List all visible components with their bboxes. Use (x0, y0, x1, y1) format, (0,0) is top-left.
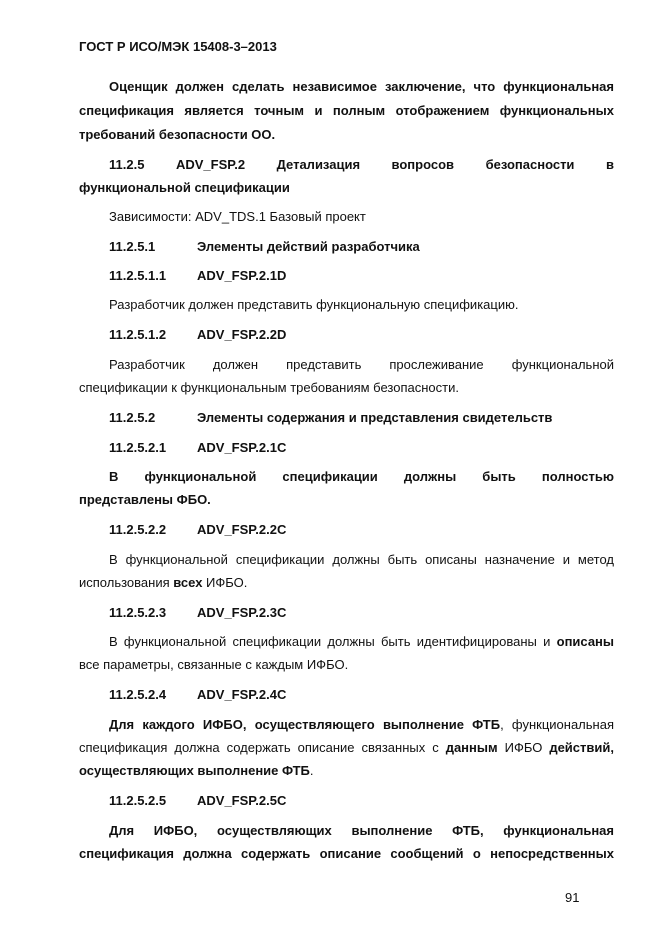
text-run-bold: осуществляющих выполнение ФТБ (79, 763, 310, 778)
word: Разработчик (109, 357, 185, 372)
element-id: ADV_FSP.2.5C (197, 793, 287, 808)
text-run: В функциональной спецификации должны быть идентифицированы и (109, 634, 557, 649)
element-text-line-2: представлены ФБО. (79, 492, 211, 507)
element-text-line-2 (79, 575, 614, 591)
heading-word: в (605, 157, 614, 172)
word: полностью (541, 469, 614, 484)
word: должен (212, 357, 259, 372)
text-run: спецификация должна содержать описание связанных с (79, 740, 446, 755)
heading-word: Детализация (276, 157, 361, 172)
text-run-bold: Для каждого ИФБО, осуществляющего выполнение ФТБ (109, 717, 501, 732)
element-heading (109, 522, 614, 538)
subsection-title: Элементы действий разработчика (197, 239, 420, 254)
word: прослеживание (389, 357, 484, 372)
element-number: 11.2.5.2.5 (109, 793, 167, 808)
element-text-line-1 (109, 823, 614, 839)
element-text-line-1 (109, 634, 614, 650)
element-id: ADV_FSP.2.2D (197, 327, 287, 342)
element-heading (109, 440, 614, 456)
word: быть (482, 469, 516, 484)
element-number: 11.2.5.2.4 (109, 687, 167, 702)
heading-word: вопросов (391, 157, 455, 172)
text-run-bold: описаны (556, 634, 614, 649)
text-run: . (309, 763, 314, 778)
word: ФТБ, (452, 823, 484, 838)
word: должны (403, 469, 457, 484)
word: В (109, 469, 119, 484)
element-id: ADV_FSP.2.2C (197, 522, 287, 537)
word: функциональной (144, 469, 257, 484)
word: представить (286, 357, 362, 372)
text-run: использования (79, 575, 174, 590)
element-text-line-3 (79, 763, 614, 779)
element-text-line-1: В функциональной спецификации должны быть описаны назначение и метод (109, 552, 614, 567)
page-number: 91 (565, 890, 580, 905)
text-run-bold: данным (445, 740, 498, 755)
element-heading (109, 687, 614, 703)
intro-line-3: требований безопасности ОО. (79, 127, 276, 142)
text-run: ИФБО (497, 740, 550, 755)
element-id: ADV_FSP.2.3C (197, 605, 287, 620)
element-text-line-2: спецификация должна содержать описание сообщений о непосредственных (79, 846, 614, 861)
section-11-2-5-heading (109, 157, 614, 173)
element-heading (109, 605, 614, 621)
text-run: , функциональная (500, 717, 614, 732)
intro-line-2: спецификация является точным и полным отображением функциональных (79, 103, 614, 118)
element-text: Разработчик должен представить функциональную спецификацию. (109, 297, 519, 312)
document-header: ГОСТ Р ИСО/МЭК 15408-3–2013 (79, 39, 277, 54)
element-number: 11.2.5.1.1 (109, 268, 167, 283)
element-text-line-1 (109, 357, 614, 373)
text-run-bold: всех (173, 575, 203, 590)
element-text-line-2: все параметры, связанные с каждым ИФБО. (79, 657, 349, 672)
heading-word: ADV_FSP.2 (175, 157, 246, 172)
subsection-number: 11.2.5.1 (109, 239, 156, 254)
element-number: 11.2.5.1.2 (109, 327, 167, 342)
section-number: 11.2.5 (109, 157, 145, 172)
element-heading (109, 793, 614, 809)
subsection-heading (109, 239, 614, 255)
element-number: 11.2.5.2.2 (109, 522, 167, 537)
element-id: ADV_FSP.2.1D (197, 268, 287, 283)
element-text-line-1 (109, 717, 614, 733)
subsection-number: 11.2.5.2 (109, 410, 156, 425)
element-number: 11.2.5.2.1 (109, 440, 167, 455)
subsection-title: Элементы содержания и представления свидетельств (197, 410, 553, 425)
word: функциональная (503, 823, 614, 838)
element-heading (109, 268, 614, 284)
element-id: ADV_FSP.2.4C (197, 687, 287, 702)
element-heading (109, 327, 614, 343)
dependencies-text: Зависимости: ADV_TDS.1 Базовый проект (109, 209, 366, 224)
element-text-line-2: спецификации к функциональным требованиям безопасности. (79, 380, 459, 395)
text-run-bold: действий, (549, 740, 614, 755)
word: Для (109, 823, 135, 838)
heading-word: безопасности (485, 157, 575, 172)
word: ИФБО, (153, 823, 198, 838)
element-id: ADV_FSP.2.1C (197, 440, 287, 455)
subsection-heading (109, 410, 614, 426)
word: выполнение (351, 823, 433, 838)
word: функциональной (511, 357, 614, 372)
section-11-2-5-heading-line-2: функциональной спецификации (79, 180, 290, 195)
element-text-line-1 (109, 469, 614, 485)
element-text-line-2 (79, 740, 614, 756)
text-run: ИФБО. (202, 575, 248, 590)
word: осуществляющих (216, 823, 332, 838)
intro-line-1: Оценщик должен сделать независимое заключение, что функциональная (109, 79, 614, 94)
element-number: 11.2.5.2.3 (109, 605, 167, 620)
word: спецификации (282, 469, 378, 484)
